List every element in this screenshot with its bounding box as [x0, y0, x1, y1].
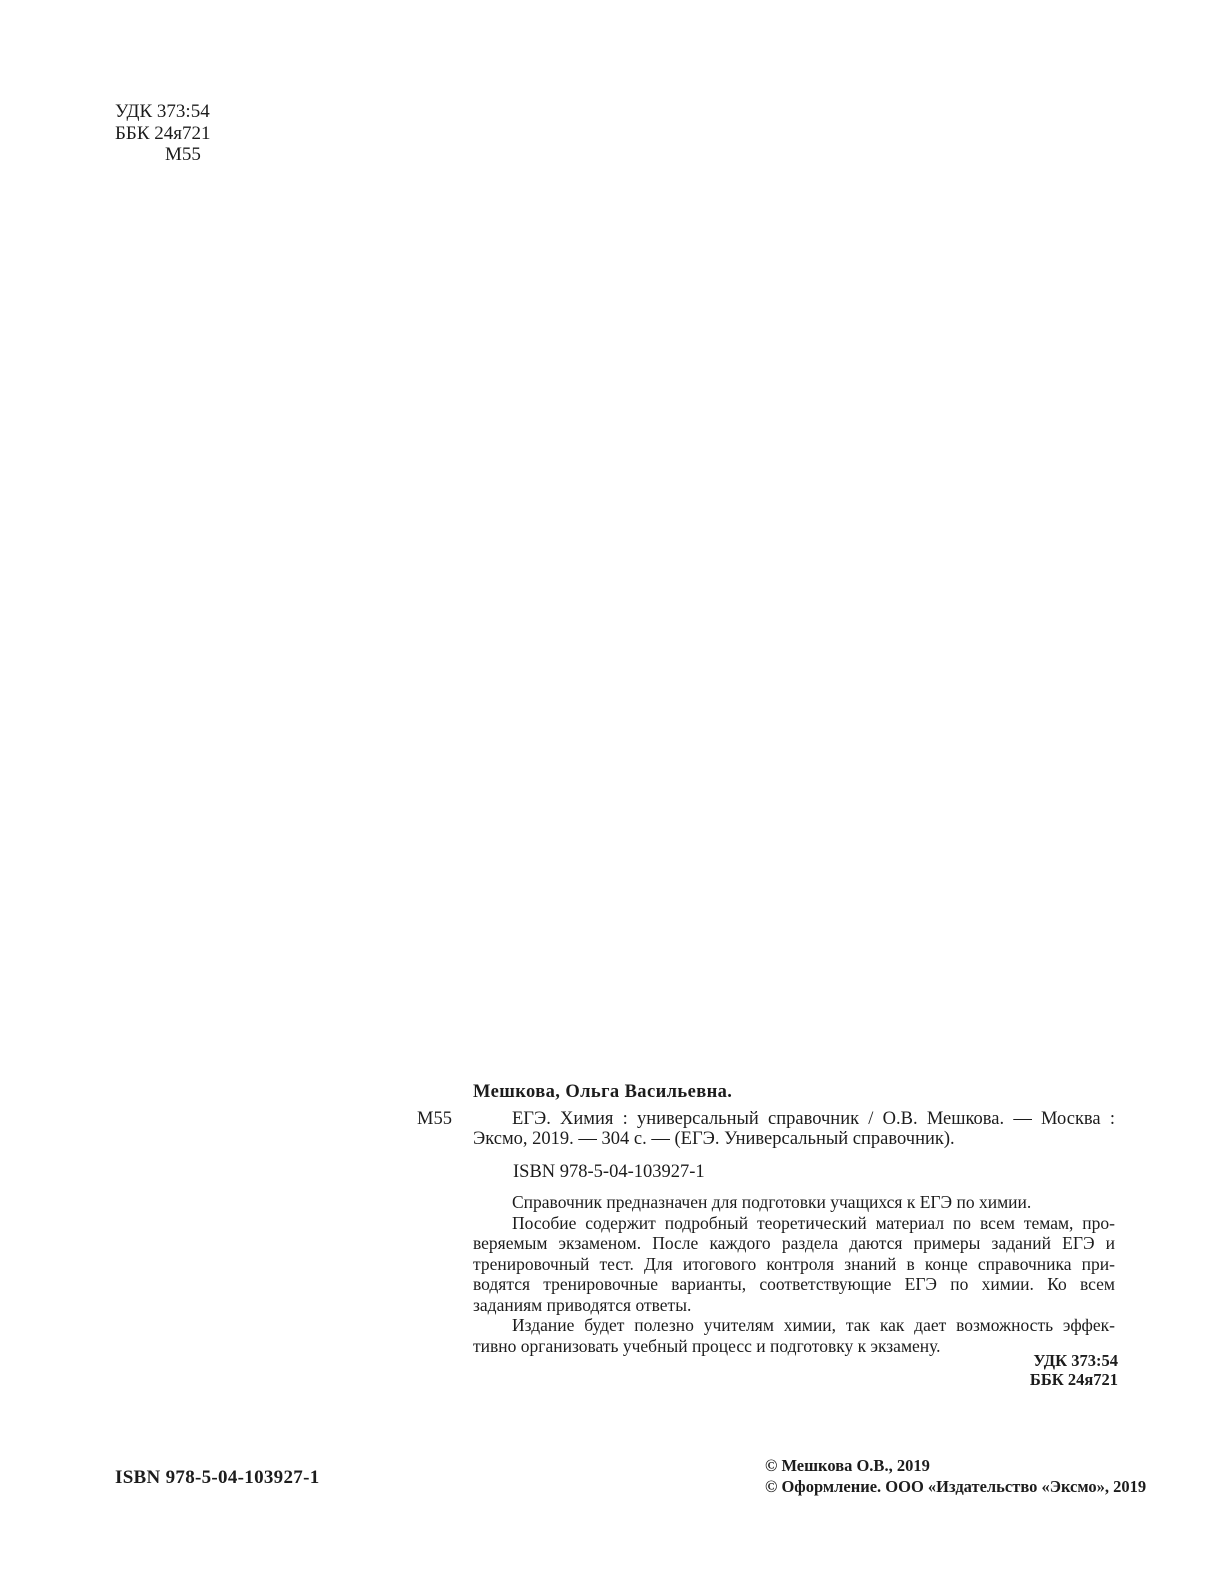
annotation-line: веряемым экзаменом. После каждого раздела даются примеры заданий ЕГЭ и: [473, 1233, 1115, 1253]
classification-block-right: [1030, 1351, 1118, 1389]
card-description-line: Эксмо, 2019. — 304 с. — (ЕГЭ. Универсальный справочник).: [473, 1129, 955, 1149]
annotation-line: Пособие содержит подробный теоретический материал по всем темам, про-: [512, 1212, 1115, 1233]
annotation-line: Справочник предназначен для подготовки учащихся к ЕГЭ по химии.: [512, 1192, 1032, 1212]
udk-code-right: УДК 373:54: [1033, 1351, 1118, 1370]
card-author-sign: М55: [417, 1108, 452, 1129]
classification-block: [115, 101, 210, 166]
author-sign-code: М55: [165, 144, 201, 165]
udk-code: УДК 373:54: [115, 101, 210, 122]
annotation-line: заданиям приводятся ответы.: [473, 1294, 692, 1315]
card-isbn: ISBN 978-5-04-103927-1: [513, 1161, 705, 1182]
card-author-heading: Мешкова, Ольга Васильевна.: [473, 1082, 733, 1102]
copyright-block: [765, 1455, 1146, 1497]
annotation-line: тивно организовать учебный процесс и подготовку к экзамену.: [473, 1335, 941, 1356]
annotation-line: тренировочный тест. Для итогового контроля знаний в конце справочника при-: [473, 1253, 1115, 1274]
bbk-code-right: ББК 24я721: [1029, 1370, 1118, 1389]
bbk-code: ББК 24я721: [115, 122, 211, 144]
copyright-line-publisher: © Оформление. ООО «Издательство «Эксмо», 2019: [765, 1477, 1147, 1496]
annotation-line: водятся тренировочные варианты, соответствующие ЕГЭ по химии. Ко всем: [473, 1274, 1115, 1294]
catalog-card: [417, 1082, 1115, 1182]
annotation-block: [473, 1192, 1115, 1356]
card-description-line: ЕГЭ. Химия : универсальный справочник / О.В. Мешкова. — Москва :: [512, 1108, 1115, 1129]
copyright-line-author: © Мешкова О.В., 2019: [765, 1456, 930, 1475]
annotation-line: Издание будет полезно учителям химии, так как дает возможность эффек-: [512, 1315, 1115, 1335]
isbn-bottom: ISBN 978-5-04-103927-1: [115, 1467, 320, 1488]
card-description: [417, 1108, 1115, 1150]
